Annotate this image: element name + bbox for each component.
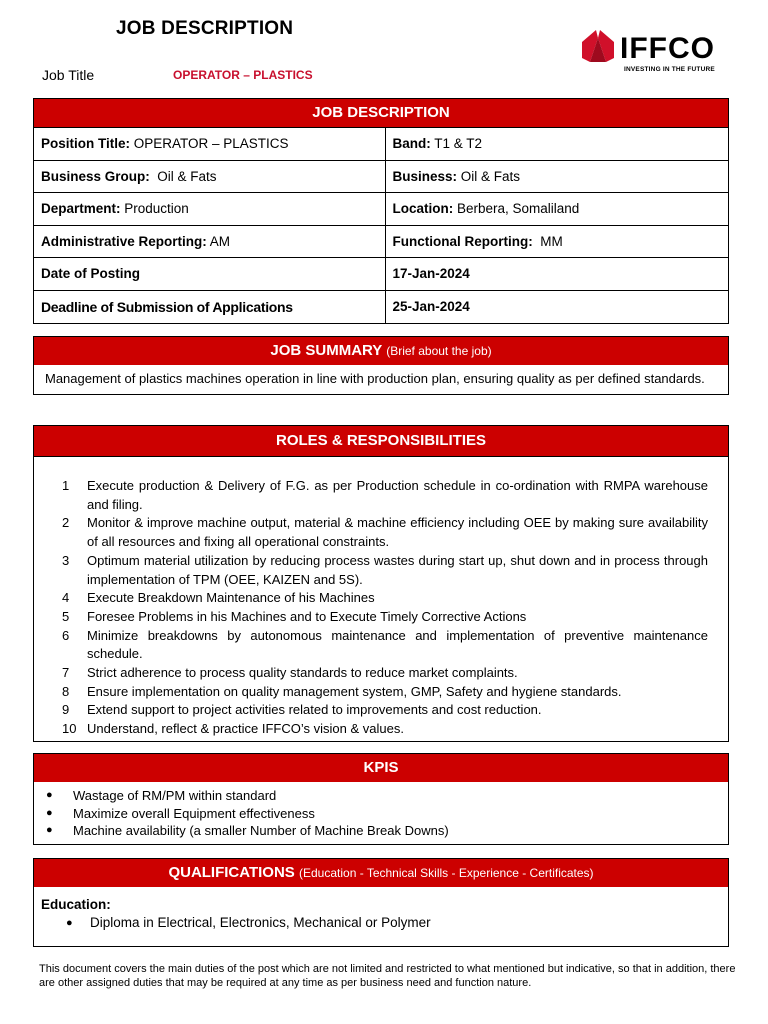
jd-cell-right	[385, 128, 728, 161]
role-text: Ensure implementation on quality management system, GMP, Safety and hygiene standards.	[87, 683, 622, 699]
role-text: Understand, reflect & practice IFFCO’s vision & values.	[87, 721, 404, 737]
jd-cell-left	[34, 160, 385, 193]
job-summary-text: Management of plastics machines operation in line with production plan, ensuring quality as per defined standards.	[45, 371, 705, 386]
jd-cell-left	[34, 290, 385, 323]
jd-field-label: Deadline of Submission of Applications	[41, 298, 293, 315]
jd-field-value: Berbera, Somaliland	[453, 201, 580, 217]
qualifications-subtitle: (Education - Technical Skills - Experience - Certificates)	[299, 866, 594, 880]
jd-field-label: Department:	[41, 201, 121, 217]
job-title-value: OPERATOR – PLASTICS	[173, 68, 313, 82]
qualifications-section	[33, 858, 729, 947]
role-text: Strict adherence to process quality standards to reduce market complaints.	[87, 665, 518, 681]
job-summary-heading	[34, 337, 728, 365]
jd-cell-right	[385, 258, 728, 291]
job-title-label: Job Title	[42, 67, 95, 83]
jd-field-label: Location:	[392, 201, 454, 217]
jd-field-value: OPERATOR – PLASTICS	[130, 136, 289, 152]
jd-cell-right	[385, 193, 728, 226]
job-description-section	[33, 98, 729, 324]
jd-field-value: Production	[120, 201, 189, 217]
education-item	[41, 914, 721, 932]
jd-field-label: Position Title:	[41, 136, 131, 152]
role-text: Foresee Problems in his Machines and to Execute Timely Corrective Actions	[87, 608, 527, 624]
qualifications-title: QUALIFICATIONS	[168, 864, 295, 881]
kpi-list	[34, 782, 728, 844]
role-number: 9	[62, 702, 70, 718]
role-item	[56, 477, 708, 514]
jd-field-value: Oil & Fats	[457, 168, 521, 184]
bullet-icon: ●	[66, 917, 73, 929]
jd-field-value: T1 & T2	[430, 136, 483, 152]
jd-cell-left	[34, 128, 385, 161]
role-number: 5	[62, 608, 70, 624]
education-list	[41, 914, 721, 932]
job-description-row	[34, 225, 728, 258]
page-title: JOB DESCRIPTION	[116, 18, 294, 39]
role-text: Monitor & improve machine output, material & machine efficiency including OEE by making sure availability of all resources and fixing all operational constraints.	[87, 515, 708, 550]
role-number: 7	[62, 665, 70, 681]
jd-field-label: 17-Jan-2024	[392, 266, 470, 282]
education-text: Diploma in Electrical, Electronics, Mechanical or Polymer	[90, 915, 431, 930]
jd-field-value: Oil & Fats	[149, 168, 217, 184]
qualifications-body	[34, 887, 728, 946]
logo-tagline: INVESTING IN THE FUTURE	[624, 66, 715, 73]
kpi-text: Maximize overall Equipment effectiveness	[73, 805, 315, 821]
job-summary-title: JOB SUMMARY	[270, 342, 383, 359]
roles-section	[33, 425, 729, 742]
jd-cell-left	[34, 193, 385, 226]
roles-heading: ROLES & RESPONSIBILITIES	[34, 426, 728, 456]
iffco-logo	[578, 28, 723, 78]
job-description-row	[34, 160, 728, 193]
role-number: 3	[62, 552, 70, 568]
jd-field-label: Functional Reporting:	[392, 233, 533, 249]
role-number: 6	[62, 627, 70, 643]
kpi-text: Wastage of RM/PM within standard	[73, 788, 277, 803]
kpi-text: Machine availability (a smaller Number of Machine Break Downs)	[73, 823, 449, 838]
kpi-item	[46, 822, 718, 840]
role-text: Execute production & Delivery of F.G. as per Production schedule in co-ordination with RMPA warehouse and filing.	[87, 478, 708, 512]
roles-list	[34, 456, 728, 741]
bullet-icon: ●	[46, 806, 53, 819]
role-text: Extend support to project activities related to improvements and cost reduction.	[87, 702, 542, 718]
bullet-icon: ●	[46, 824, 53, 836]
logo-text: IFFCO	[620, 32, 715, 65]
jd-field-label: 25-Jan-2024	[392, 299, 470, 314]
role-number: 1	[62, 478, 70, 493]
role-item	[56, 664, 708, 683]
jd-cell-right	[385, 225, 728, 258]
role-item	[56, 589, 708, 608]
bullet-icon: ●	[46, 789, 53, 801]
kpis-heading: KPIS	[34, 754, 728, 782]
jd-field-label: Business Group:	[41, 168, 150, 184]
job-description-row	[34, 128, 728, 161]
role-item	[56, 608, 708, 627]
iffco-logo-icon	[578, 28, 618, 64]
education-label: Education:	[41, 897, 111, 912]
jd-field-label: Business:	[392, 168, 458, 184]
job-description-row	[34, 290, 728, 323]
jd-cell-left	[34, 225, 385, 258]
kpi-item	[46, 805, 718, 823]
role-item	[56, 552, 708, 589]
role-item	[56, 627, 708, 664]
role-item	[56, 683, 708, 702]
kpi-item	[46, 787, 718, 805]
job-description-heading: JOB DESCRIPTION	[34, 99, 728, 127]
jd-field-label: Band:	[392, 136, 431, 152]
role-item	[56, 514, 708, 551]
role-number: 2	[62, 515, 70, 531]
jd-cell-left	[34, 258, 385, 291]
jd-cell-right	[385, 290, 728, 323]
jd-cell-right	[385, 160, 728, 193]
job-summary-section	[33, 336, 729, 395]
jd-field-label: Date of Posting	[41, 266, 141, 282]
kpis-section	[33, 753, 729, 845]
role-text: Execute Breakdown Maintenance of his Machines	[87, 590, 375, 606]
jd-field-value: MM	[532, 233, 563, 249]
job-summary-subtitle: (Brief about the job)	[386, 344, 492, 358]
job-description-row	[34, 258, 728, 291]
job-description-table	[34, 127, 728, 323]
jd-field-label: Administrative Reporting:	[41, 233, 207, 249]
role-item	[56, 701, 708, 720]
job-description-row	[34, 193, 728, 226]
footer-note: This document covers the main duties of the post which are not limited and restricted to what mentioned but indicative, so that in addition, there are other assigned duties that may be required at any time as per business need and function nature.	[39, 963, 736, 989]
role-number: 8	[62, 683, 70, 699]
role-text: Optimum material utilization by reducing process wastes during start up, shut down and in process through implementation of TPM (OEE, KAIZEN and 5S).	[87, 552, 708, 587]
role-item	[56, 720, 708, 739]
jd-field-value: AM	[206, 233, 231, 249]
role-number: 4	[62, 590, 70, 606]
qualifications-heading	[34, 859, 728, 887]
role-number: 10	[62, 721, 77, 737]
role-text: Minimize breakdowns by autonomous maintenance and implementation of preventive maintenance schedule.	[87, 627, 708, 662]
